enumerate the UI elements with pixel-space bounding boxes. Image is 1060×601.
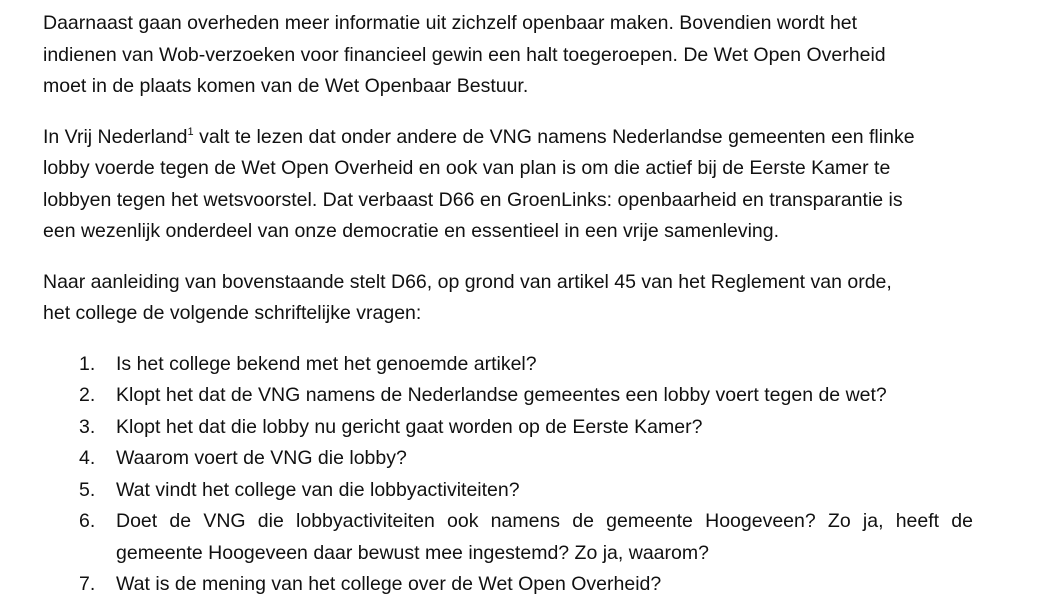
document-page: [43, 8, 973, 601]
text-lead: In Vrij Nederland: [43, 125, 188, 148]
paragraph-vrij-nederland: [43, 122, 973, 248]
question-number: 2.: [79, 384, 96, 406]
question-number: 5.: [79, 478, 96, 501]
question-item: [43, 506, 973, 569]
paragraph-intro: [43, 8, 973, 103]
question-text: Klopt het dat de VNG namens de Nederlandse gemeentes een lobby voert tegen de wet?: [116, 384, 887, 406]
text-lead-rest: valt te lezen dat onder andere de VNG namens Nederlandse gemeenten een flinke: [193, 125, 915, 148]
text-line: Naar aanleiding van bovenstaande stelt D66, op grond van artikel 45 van het Reglement van orde,: [43, 270, 892, 293]
questions-list: [43, 349, 973, 601]
text-line: lobby voerde tegen de Wet Open Overheid en ook van plan is om die actief bij de Eerste Kamer te: [43, 157, 891, 179]
text-line: lobbyen tegen het wetsvoorstel. Dat verbaast D66 en GroenLinks: openbaarheid en transparantie is: [43, 188, 903, 211]
question-number: 3.: [79, 415, 96, 438]
question-text: Wat vindt het college van die lobbyactiviteiten?: [116, 478, 520, 501]
paragraph-request: [43, 267, 973, 330]
text-line: [43, 122, 973, 154]
question-text: Klopt het dat die lobby nu gericht gaat worden op de Eerste Kamer?: [116, 415, 703, 438]
text-line: moet in de plaats komen van de Wet Openbaar Bestuur.: [43, 75, 529, 97]
question-text: Waarom voert de VNG die lobby?: [116, 447, 407, 469]
question-number: 1.: [79, 352, 96, 375]
text-line: een wezenlijk onderdeel van onze democratie en essentieel in een vrije samenleving.: [43, 220, 780, 242]
question-text: Is het college bekend met het genoemde artikel?: [116, 352, 537, 375]
question-text-continued: gemeente Hoogeveen daar bewust mee ingestemd? Zo ja, waarom?: [116, 541, 709, 564]
question-item: [43, 443, 973, 475]
question-text: Wat is de mening van het college over de Wet Open Overheid?: [116, 573, 662, 595]
question-item: [43, 380, 973, 412]
text-line: indienen van Wob-verzoeken voor financieel gewin een halt toegeroepen. De Wet Open Overheid: [43, 43, 886, 66]
text-line: het college de volgende schriftelijke vragen:: [43, 302, 422, 324]
question-text: Doet de VNG die lobbyactiviteiten ook namens de gemeente Hoogeveen? Zo ja, heeft de: [116, 510, 973, 532]
question-number: 7.: [79, 573, 96, 595]
question-item: [43, 349, 973, 381]
question-number: 6.: [79, 510, 96, 532]
text-line: Daarnaast gaan overheden meer informatie uit zichzelf openbaar maken. Bovendien wordt het: [43, 12, 858, 34]
question-item: [43, 475, 973, 507]
question-number: 4.: [79, 447, 96, 469]
footnote-reference[interactable]: 1: [187, 125, 194, 138]
question-item: [43, 412, 973, 444]
